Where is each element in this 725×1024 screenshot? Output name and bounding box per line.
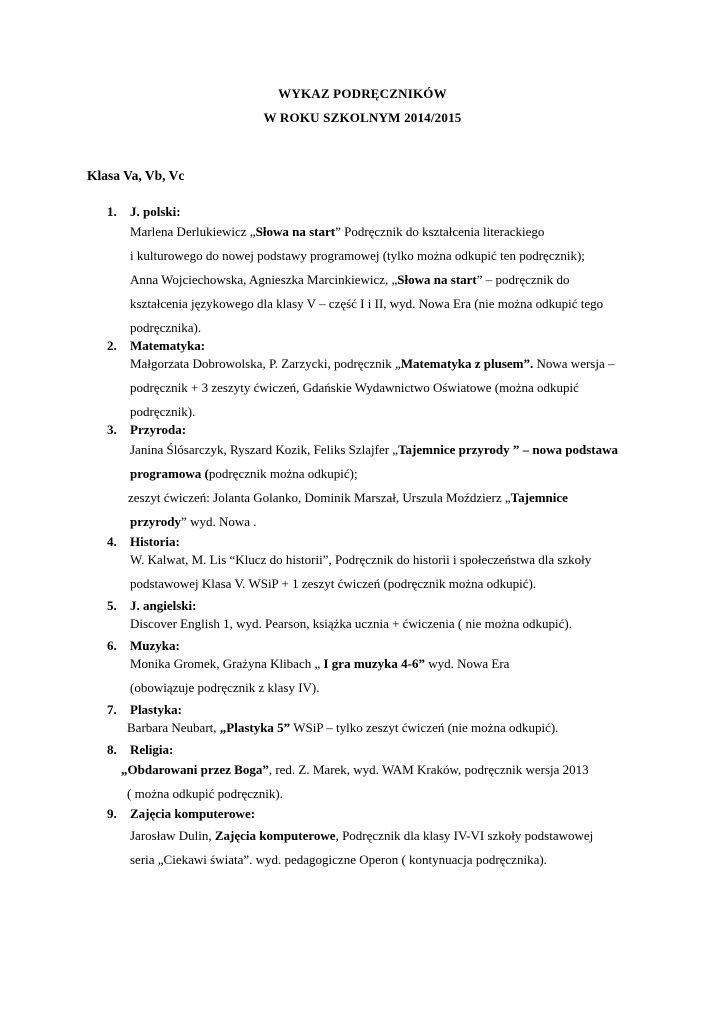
item-number: 4. (107, 534, 117, 549)
subject-heading: Religia: (130, 742, 174, 757)
item-number: 7. (107, 702, 117, 717)
textbook-description-line: podręcznik). (130, 404, 196, 419)
textbook-description-line: ( można odkupić podręcznik). (127, 786, 283, 801)
textbook-description-line: programowa (podręcznik można odkupić); (130, 466, 358, 481)
bold-title: Zajęcia komputerowe (214, 828, 336, 843)
textbook-description-line: Anna Wojciechowska, Agnieszka Marcinkiewicz, „Słowa na start” – podręcznik do (130, 272, 570, 287)
textbook-description-line: Monika Gromek, Grażyna Klibach „ I gra muzyka 4-6” wyd. Nowa Era (130, 656, 510, 671)
textbook-description-line: podręcznika). (130, 320, 202, 335)
item-number: 9. (107, 806, 117, 821)
item-number: 1. (107, 204, 117, 219)
bold-title: Matematyka z plusem”. (400, 356, 534, 371)
textbook-description-line: seria „Ciekawi świata”. wyd. pedagogiczne Operon ( kontynuacja podręcznika). (130, 852, 547, 867)
textbook-description-line: W. Kalwat, M. Lis “Klucz do historii”, Podręcznik do historii i społeczeństwa dla szkoły (130, 552, 592, 567)
textbook-description-line: Małgorzata Dobrowolska, P. Zarzycki, podręcznik „Matematyka z plusem”. Nowa wersja – (130, 356, 615, 371)
document-subtitle: W ROKU SZKOLNYM 2014/2015 (263, 110, 462, 125)
subject-heading: Zajęcia komputerowe: (130, 806, 256, 821)
subject-heading: J. polski: (130, 204, 181, 219)
subject-heading: Plastyka: (130, 702, 182, 717)
textbook-description-line: Barbara Neubart, „Plastyka 5” WSiP – tylko zeszyt ćwiczeń (nie można odkupić). (127, 720, 559, 735)
item-number: 5. (107, 598, 117, 613)
subject-heading: J. angielski: (130, 598, 197, 613)
textbook-description-line: podstawowej Klasa V. WSiP + 1 zeszyt ćwiczeń (podręcznik można odkupić). (130, 576, 537, 591)
bold-title: Tajemnice (510, 490, 568, 505)
bold-title: I gra muzyka 4-6” (323, 656, 425, 671)
bold-title: Słowa na start (397, 272, 477, 287)
item-number: 2. (107, 338, 117, 353)
bold-title: Słowa na start (255, 224, 336, 239)
bold-title: „Obdarowani przez Boga” (121, 762, 269, 777)
textbook-description-line: „Obdarowani przez Boga”, red. Z. Marek, wyd. WAM Kraków, podręcznik wersja 2013 (121, 762, 589, 777)
textbook-description-line: Marlena Derlukiewicz „Słowa na start” Podręcznik do kształcenia literackiego (130, 224, 545, 239)
textbook-description-line: i kulturowego do nowej podstawy programowej (tylko można odkupić ten podręcznik); (130, 248, 585, 263)
textbook-description-line: zeszyt ćwiczeń: Jolanta Golanko, Dominik Marszał, Urszula Moździerz „Tajemnice (128, 490, 568, 505)
bold-title: Tajemnice przyrody ” – nowa podstawa (398, 442, 619, 457)
textbook-description-line: (obowiązuje podręcznik z klasy IV). (130, 680, 320, 695)
class-heading: Klasa Va, Vb, Vc (87, 168, 185, 183)
subject-heading: Muzyka: (130, 638, 180, 653)
subject-heading: Historia: (130, 534, 180, 549)
item-number: 6. (107, 638, 117, 653)
textbook-description-line: Discover English 1, wyd. Pearson, książka ucznia + ćwiczenia ( nie można odkupić). (130, 616, 572, 631)
bold-title: „Plastyka 5” (219, 720, 291, 735)
textbook-description-line: podręcznik + 3 zeszyty ćwiczeń, Gdańskie Wydawnictwo Oświatowe (można odkupić (130, 380, 579, 395)
bold-title: przyrody (130, 514, 182, 529)
item-number: 8. (107, 742, 117, 757)
subject-heading: Matematyka: (130, 338, 206, 353)
textbook-description-line: kształcenia językowego dla klasy V – część I i II, wyd. Nowa Era (nie można odkupić tego (130, 296, 604, 311)
textbook-description-line: Janina Ślósarczyk, Ryszard Kozik, Feliks Szlajfer „Tajemnice przyrody ” – nowa podstawa (130, 442, 619, 457)
textbook-description-line: przyrody” wyd. Nowa . (130, 514, 257, 529)
subject-heading: Przyroda: (130, 422, 187, 437)
document-title: WYKAZ PODRĘCZNIKÓW (278, 86, 447, 101)
textbook-description-line: Jarosław Dulin, Zajęcia komputerowe, Podręcznik dla klasy IV-VI szkoły podstawowej (130, 828, 594, 843)
bold-title: programowa ( (130, 466, 209, 481)
item-number: 3. (107, 422, 117, 437)
